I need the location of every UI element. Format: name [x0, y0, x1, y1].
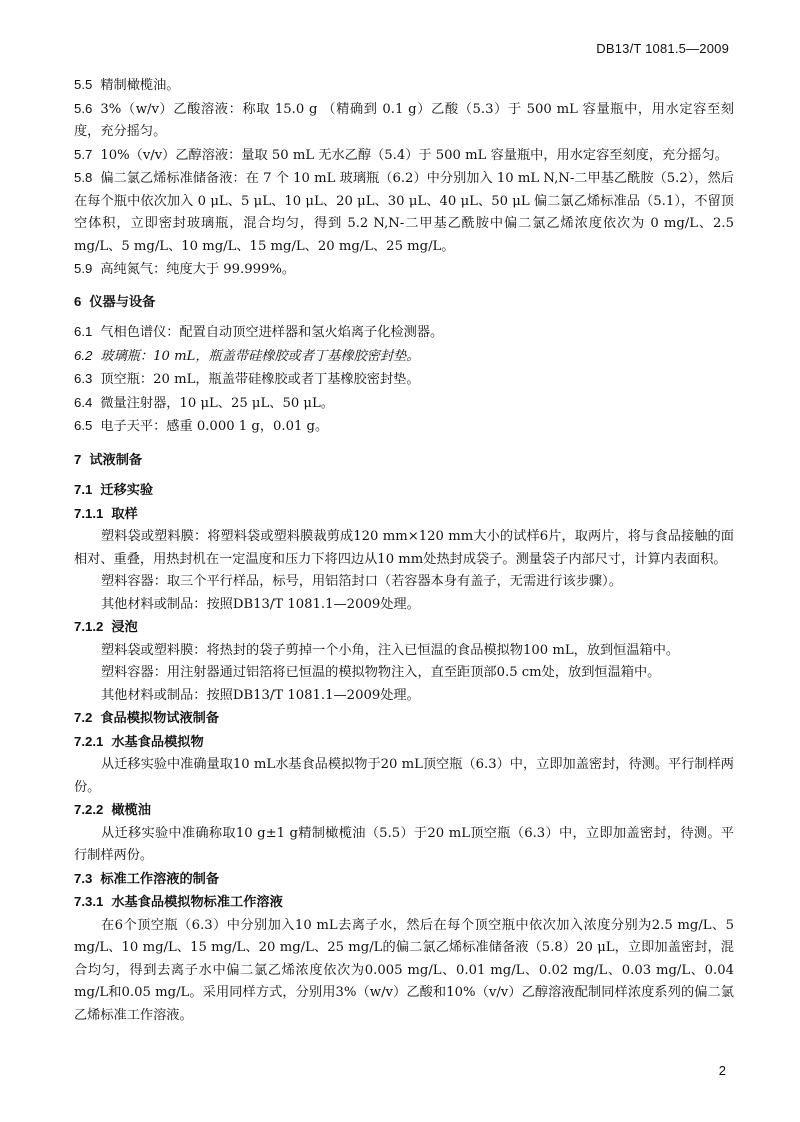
subsection-title: 橄榄油	[111, 803, 151, 818]
subsection-number: 7.2	[74, 710, 93, 725]
subsection-title: 水基食品模拟物标准工作溶液	[111, 895, 283, 910]
clause-number: 5.7	[74, 146, 93, 162]
document-body	[74, 74, 734, 1027]
clause-6-5	[74, 415, 734, 439]
section-title: 试液制备	[89, 452, 143, 468]
clause-6-1	[74, 321, 734, 345]
clause-text: 高纯氮气：纯度大于 99.999%。	[100, 262, 296, 277]
subsection-heading-7-2-1	[74, 731, 734, 755]
subsection-title: 浸泡	[111, 620, 138, 635]
clause-text: 10%（v/v）乙醇溶液：量取 50 mL 无水乙醇（5.4）于 500 mL 容量瓶中，用水定容至刻度，充分摇匀。	[100, 147, 728, 163]
subsection-heading-7-3-1	[74, 891, 734, 915]
clause-number: 5.6	[74, 100, 93, 116]
clause-5-6	[74, 98, 734, 144]
subsection-title: 取样	[111, 506, 138, 522]
section-number: 7	[74, 451, 82, 467]
paragraph: 塑料容器：用注射器通过铝箔将已恒温的模拟物物注入，直至距顶部0.5 cm处，放到恒温箱中。	[101, 665, 661, 680]
subsection-number: 7.3	[74, 870, 93, 886]
document-code-header: DB13/T 1081.5—2009	[596, 41, 729, 56]
subsection-heading-7-1-2	[74, 616, 734, 640]
clause-5-7	[74, 144, 734, 168]
paragraph: 从迁移实验中准确称取10 g±1 g精制橄榄油（5.5）于20 mL顶空瓶（6.3）中，立即加盖密封，待测。平行制样两份。	[74, 825, 734, 863]
clause-number: 6.1	[74, 324, 93, 339]
clause-number: 6.2	[74, 347, 93, 363]
subsection-heading-7-2	[74, 707, 734, 731]
paragraph: 在6个顶空瓶（6.3）中分别加入10 mL去离子水，然后在每个顶空瓶中依次加入浓度分别为2.5 mg/L、5 mg/L、10 mg/L、15 mg/L、20 mg/L、25 mg/L的偏二氯乙烯标准储备液（5.8）20 μL，立即加盖密封，混合均匀，得到去离子水中偏二氯乙烯浓度依次为0.005 mg/L、0.01 mg/L、0.02 mg/L、0.03 mg/L、0.04 mg/L和0.05 mg/L。采用同样方式，分别用3%（w/v）乙酸和10%（v/v）乙醇溶液配制同样浓度系列的偏二氯乙烯标准工作溶液。	[74, 917, 734, 1023]
subsection-title: 标准工作溶液的制备	[100, 871, 220, 887]
subsection-number: 7.3.1	[74, 894, 104, 909]
subsection-number: 7.2.1	[74, 733, 104, 749]
subsection-heading-7-1	[74, 479, 734, 503]
clause-text: 气相色谱仪：配置自动顶空进样器和氢火焰离子化检测器。	[100, 325, 444, 340]
clause-text: 3%（w/v）乙酸溶液：称取 15.0 g （精确到 0.1 g）乙酸（5.3）于 500 mL 容量瓶中，用水定容至刻度，充分摇匀。	[74, 101, 734, 139]
clause-number: 5.8	[74, 170, 93, 185]
paragraph: 其他材料或制品：按照DB13/T 1081.1—2009处理。	[101, 687, 420, 703]
clause-text: 电子天平：感重 0.000 1 g，0.01 g。	[100, 419, 329, 434]
subsection-number: 7.2.2	[74, 802, 104, 817]
paragraph: 其他材料或制品：按照DB13/T 1081.1—2009处理。	[101, 596, 420, 612]
clause-6-4	[74, 392, 734, 416]
clause-text: 顶空瓶：20 mL，瓶盖带硅橡胶或者丁基橡胶密封垫。	[100, 372, 420, 387]
clause-number: 5.5	[74, 77, 93, 92]
section-heading-6	[74, 291, 734, 315]
clause-text: 微量注射器，10 μL、25 μL、50 μL。	[100, 395, 334, 411]
clause-5-5	[74, 74, 734, 98]
subsection-heading-7-3	[74, 868, 734, 892]
paragraph: 塑料袋或塑料膜：将塑料袋或塑料膜裁剪成120 mm×120 mm大小的试样6片，取两片，将与食品接触的面相对、重叠，用热封机在一定温度和压力下将四边从10 mm处热封成袋子。测量袋子内部尺寸，计算内表面积。	[74, 529, 734, 567]
clause-6-3	[74, 368, 734, 392]
clause-number: 5.9	[74, 261, 93, 276]
clause-number: 6.5	[74, 418, 93, 433]
clause-text: 玻璃瓶：10 mL，瓶盖带硅橡胶或者丁基橡胶密封垫。	[100, 348, 420, 364]
subsection-number: 7.1.1	[74, 505, 104, 521]
subsection-number: 7.1	[74, 482, 93, 497]
clause-6-2	[74, 345, 734, 369]
paragraph: 塑料容器：取三个平行样品，标号，用铝箔封口（若容器本身有盖子，无需进行该步骤）。	[101, 574, 622, 589]
subsection-heading-7-2-2	[74, 799, 734, 823]
section-title: 仪器与设备	[89, 294, 156, 310]
subsection-heading-7-1-1	[74, 503, 734, 527]
subsection-title: 食品模拟物试液制备	[100, 711, 220, 726]
clause-number: 6.4	[74, 394, 93, 410]
section-number: 6	[74, 293, 82, 309]
paragraph: 从迁移实验中准确量取10 mL水基食品模拟物于20 mL顶空瓶（6.3）中，立即加盖密封，待测。平行制样两份。	[74, 757, 734, 795]
clause-text: 偏二氯乙烯标准储备液：在 7 个 10 mL 玻璃瓶（6.2）中分别加入 10 mL N,N-二甲基乙酰胺（5.2），然后在每个瓶中依次加入 0 μL、5 μL、10 μL、20 μL、30 μL、40 μL、50 μL 偏二氯乙烯标准品（5.1），不留顶空体积，立即密封玻璃瓶，混合均匀，得到 5.2 N,N-二甲基乙酰胺中偏二氯乙烯浓度依次为 0 mg/L、2.5 mg/L、5 mg/L、10 mg/L、15 mg/L、20 mg/L、25 mg/L。	[74, 171, 734, 254]
clause-number: 6.3	[74, 371, 93, 386]
subsection-title: 迁移实验	[100, 483, 154, 498]
section-heading-7	[74, 449, 734, 473]
clause-5-8	[74, 167, 734, 258]
clause-5-9	[74, 258, 734, 282]
paragraph: 塑料袋或塑料膜：将热封的袋子剪掉一个小角，注入已恒温的食品模拟物100 mL，放到恒温箱中。	[101, 642, 680, 658]
page-number: 2	[718, 1063, 726, 1078]
subsection-number: 7.1.2	[74, 619, 104, 634]
clause-text: 精制橄榄油。	[100, 78, 180, 93]
subsection-title: 水基食品模拟物	[111, 734, 204, 750]
